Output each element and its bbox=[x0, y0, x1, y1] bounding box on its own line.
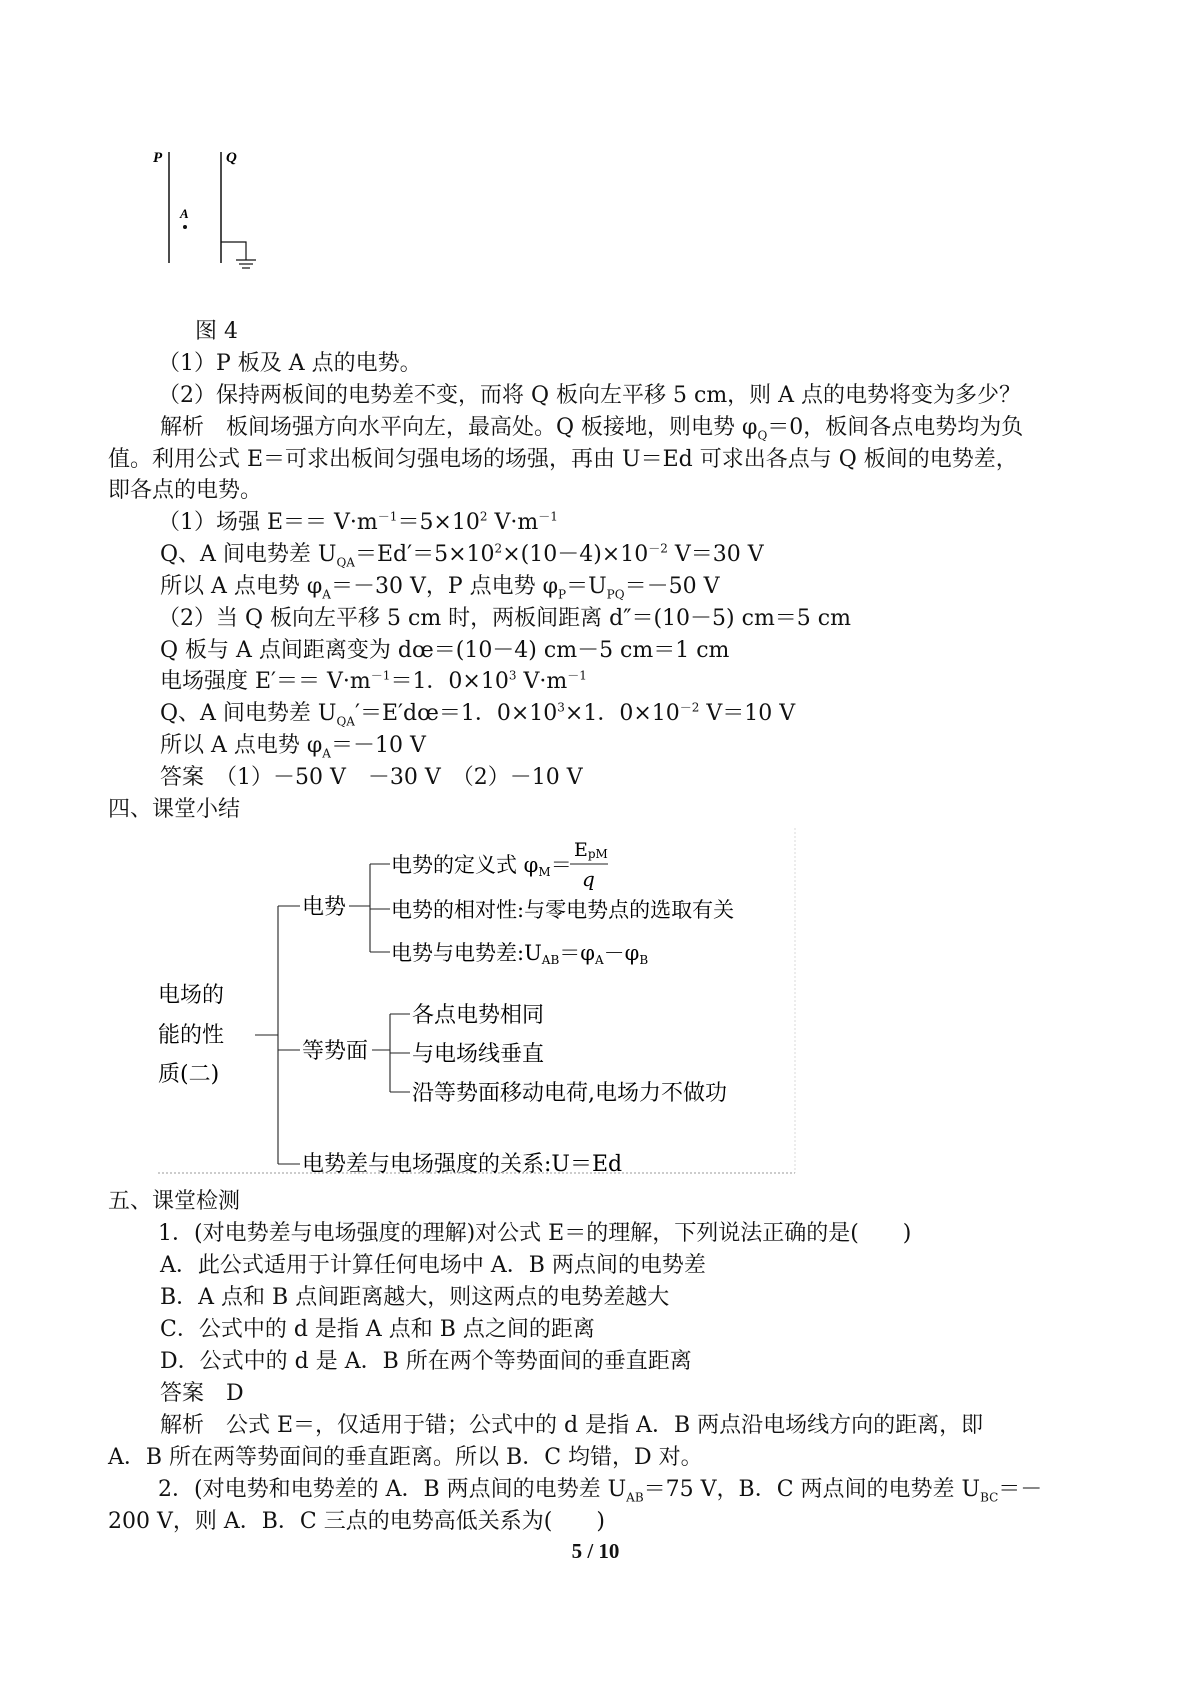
answer-line: 答案 （1）－50 V －30 V （2）－10 V bbox=[160, 765, 583, 790]
label-q: Q bbox=[226, 150, 237, 166]
solution-line-5: Q 板与 A 点间距离变为 dœ＝(10－4) cm－5 cm＝1 cm bbox=[160, 638, 730, 663]
section-4-heading: 四、课堂小结 bbox=[108, 797, 241, 822]
test-1-explanation-2: A．B 所在两等势面间的垂直距离。所以 B．C 均错，D 对。 bbox=[108, 1445, 703, 1470]
test-1-option-b: B．A 点和 B 点间距离越大，则这两点的电势差越大 bbox=[160, 1285, 670, 1310]
test-1-answer: 答案 D bbox=[160, 1381, 244, 1406]
ground-wire bbox=[221, 242, 246, 260]
potential-definition: 电势的定义式 φM＝ bbox=[391, 853, 572, 879]
equipotential-no-work: 沿等势面移动电荷,电场力不做功 bbox=[412, 1081, 727, 1106]
page-number: 5 / 10 bbox=[571, 1539, 620, 1563]
label-p: P bbox=[153, 150, 163, 166]
equipotential-same: 各点电势相同 bbox=[412, 1003, 545, 1028]
summary-tree bbox=[150, 828, 800, 1183]
branch-equipotential: 等势面 bbox=[302, 1039, 369, 1064]
test-1-question: 1．(对电势差与电场强度的理解)对公式 E＝的理解，下列说法正确的是( ) bbox=[158, 1221, 912, 1246]
analysis-line-1: 解析 板间场强方向水平向左，最高处。Q 板接地，则电势 $\varphi_Q=0$，板间各点电势均为负 bbox=[160, 415, 1024, 443]
question-1: （1）P 板及 A 点的电势。 bbox=[158, 351, 422, 376]
figure-caption: 图 4 bbox=[195, 319, 238, 344]
solution-line-1: （1）场强 $E== V\cdot m^{-1}=5\times 10^2$ $V\cdot m^{-1}$ bbox=[158, 509, 558, 535]
fraction-numerator: EpM bbox=[574, 839, 608, 861]
analysis-line-2: 值。利用公式 E＝可求出板间匀强电场的场强，再由 U＝Ed 可求出各点与 Q 板间的电势差， bbox=[108, 447, 1018, 472]
branch-relation: 电势差与电场强度的关系:U＝Ed bbox=[302, 1152, 623, 1177]
solution-line-3: 所以 A 点电势 $\varphi_A=-30$ V，P 点电势 $\varphi_P=U_{PQ}=-50$ V bbox=[160, 574, 720, 602]
root-line-3: 质(二) bbox=[158, 1062, 220, 1087]
section-5-heading: 五、课堂检测 bbox=[108, 1189, 241, 1214]
question-2: （2）保持两板间的电势差不变，而将 Q 板向左平移 5 cm，则 A 点的电势将变为多少？ bbox=[158, 383, 1022, 408]
solution-line-7: Q、A 间电势差 $U_{QA}'=E'dœ=1$．$0\times 10^3\times 1$．$0\times 10^{-2}$ V＝10 V bbox=[160, 700, 796, 729]
test-1-option-a: A．此公式适用于计算任何电场中 A．B 两点间的电势差 bbox=[160, 1253, 706, 1278]
test-2-line-1: 2．(对电势和电势差的 A．B 两点间的电势差 $U_{AB}=75$ V，B．C 两点间的电势差 $U_{BC}=-$ bbox=[158, 1477, 1043, 1505]
analysis-line-3: 即各点的电势。 bbox=[108, 478, 263, 503]
label-a: A bbox=[180, 206, 189, 221]
solution-line-4: （2）当 Q 板向左平移 5 cm 时，两板间距离 d″＝(10－5) cm＝5 cm bbox=[158, 606, 851, 631]
solution-line-2: Q、A 间电势差 $U_{QA}=Ed'=5\times 10^2\times(10-4)\times 10^{-2}$ V＝30 V bbox=[160, 541, 764, 570]
test-1-option-c: C．公式中的 d 是指 A 点和 B 点之间的距离 bbox=[160, 1317, 595, 1342]
solution-line-8: 所以 A 点电势 $\varphi_A=-10$ V bbox=[160, 733, 426, 761]
point-a bbox=[183, 225, 187, 229]
branch-potential: 电势 bbox=[302, 895, 347, 920]
test-1-explanation-1: 解析 公式 E＝，仅适用于错；公式中的 d 是指 A．B 两点沿电场线方向的距离，即 bbox=[160, 1413, 984, 1438]
potential-relativity: 电势的相对性:与零电势点的选取有关 bbox=[391, 898, 735, 922]
equipotential-perpendicular: 与电场线垂直 bbox=[412, 1042, 545, 1067]
root-line-1: 电场的 bbox=[158, 983, 225, 1008]
root-line-2: 能的性 bbox=[158, 1023, 225, 1048]
solution-line-6: 电场强度 $E'== V\cdot m^{-1}=1$．$0\times 10^3$ $V\cdot m^{-1}$ bbox=[160, 668, 587, 694]
fraction-denominator: q bbox=[582, 867, 595, 891]
potential-difference: 电势与电势差:UAB＝φA－φB bbox=[391, 941, 649, 967]
capacitor-plates-diagram bbox=[150, 140, 280, 280]
test-1-option-d: D．公式中的 d 是 A．B 所在两个等势面间的垂直距离 bbox=[160, 1349, 692, 1374]
test-2-line-2: 200 V，则 A．B．C 三点的电势高低关系为( ) bbox=[108, 1509, 605, 1534]
